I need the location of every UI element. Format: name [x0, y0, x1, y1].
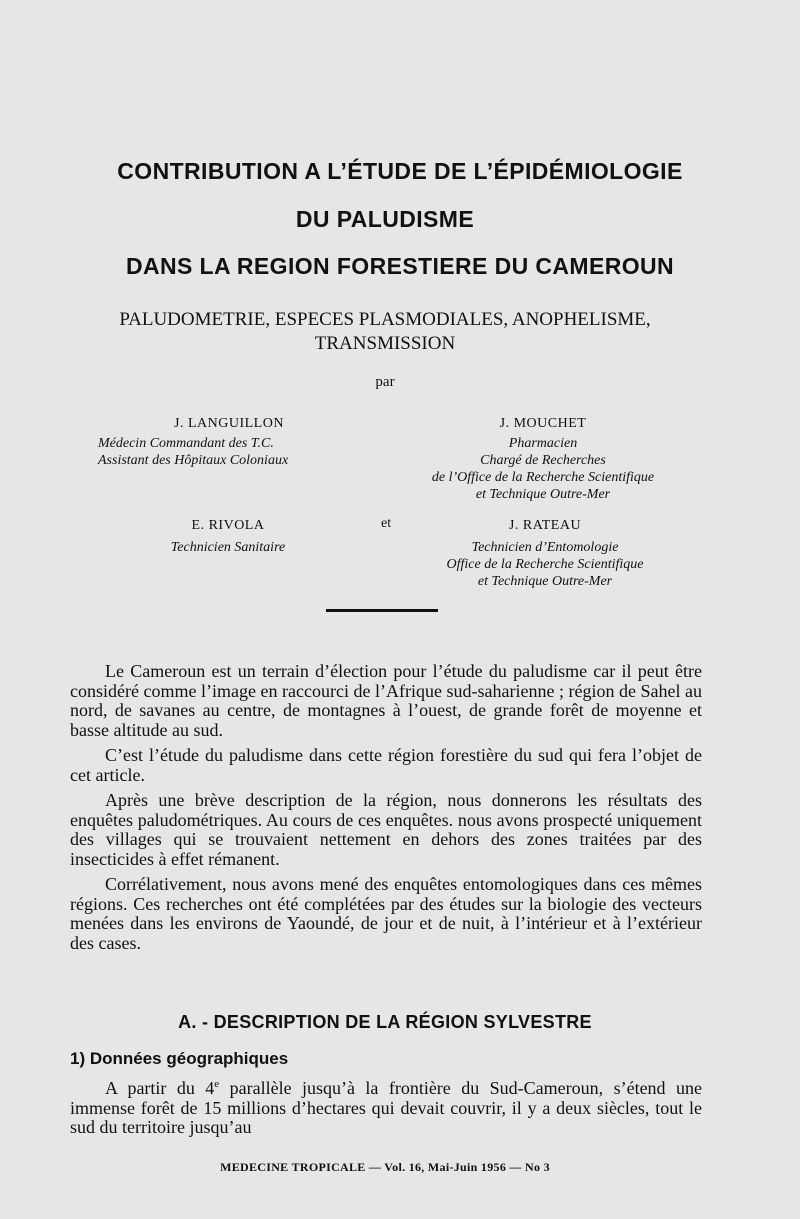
author-name: J. MOUCHET [499, 416, 587, 431]
title-line-1: CONTRIBUTION A L’ÉTUDE DE L’ÉPIDÉMIOLOGIE [117, 158, 683, 184]
journal-footer: MEDECINE TROPICALE — Vol. 16, Mai-Juin 1956 — No 3 [220, 1160, 550, 1174]
paragraph: C’est l’étude du paludisme dans cette région forestière du sud qui fera l’objet de cet article. [70, 745, 702, 785]
paragraph: Corrélativement, nous avons mené des enquêtes entomologiques dans ces mêmes régions. Ces recherches ont été complétées par des études sur la biologie des vecteurs menées dans les environs de Yaoundé, de jour et de nuit, à l’intérieur et à l’extérieur des cases. [70, 874, 702, 953]
author-rateau [400, 517, 690, 590]
author-role: Technicien d’Entomologie [471, 540, 619, 555]
text-run: parallèle jusqu’à la frontière du Sud-Cameroun, s’étend une immense forêt de 15 millions d’hectares qui devait couvrir, il y a deux siècles, tout le sud du territoire jusqu’au [70, 1078, 702, 1137]
subtitle-line-1: PALUDOMETRIE, ESPECES PLASMODIALES, ANOPHELISME, [119, 309, 651, 330]
author-role: Technicien Sanitaire [170, 540, 286, 555]
author-role: Assistant des Hôpitaux Coloniaux [98, 453, 289, 468]
author-role: et Technique Outre-Mer [477, 574, 613, 589]
author-role: et Technique Outre-Mer [475, 487, 611, 502]
paragraph: Après une brève description de la région, nous donnerons les résultats des enquêtes paludométriques. Au cours de ces enquêtes. nous avons prospecté uniquement des villages qui se trouvaient nettement en dehors des zones traitées par des insecticides à effet rémanent. [70, 790, 702, 869]
author-role: de l’Office de la Recherche Scientifique [431, 470, 655, 485]
author-name: E. RIVOLA [191, 518, 265, 533]
section-body [70, 1079, 702, 1144]
text-run: A partir du 4 [105, 1078, 215, 1098]
author-role: Chargé de Recherches [480, 453, 606, 468]
author-name: J. RATEAU [508, 518, 582, 533]
subtitle-line-2: TRANSMISSION [314, 333, 456, 354]
subsection-heading: 1) Données géographiques [70, 1049, 289, 1068]
intro-body [70, 662, 702, 959]
author-rivola [148, 517, 308, 556]
author-mouchet [397, 415, 689, 503]
separator-rule [326, 609, 438, 612]
author-role: Office de la Recherche Scientifique [446, 557, 644, 572]
author-languillon [98, 415, 360, 469]
par-label: par [375, 374, 395, 390]
section-heading: A. - DESCRIPTION DE LA RÉGION SYLVESTRE [178, 1012, 592, 1032]
author-role: Médecin Commandant des T.C. [98, 436, 274, 451]
paragraph [70, 1079, 702, 1138]
superscript: e [214, 1078, 220, 1090]
title-line-2: DU PALUDISME [295, 206, 475, 232]
title-line-3: DANS LA REGION FORESTIERE DU CAMEROUN [125, 253, 675, 279]
author-name: J. LANGUILLON [174, 416, 284, 431]
author-role: Pharmacien [508, 436, 578, 451]
et-conjunction: et [381, 516, 392, 531]
paragraph: Le Cameroun est un terrain d’élection pour l’étude du paludisme car il peut être considéré comme l’image en raccourci de l’Afrique sud-saharienne ; région de Sahel au nord, de savanes au centre, de montagnes à l’ouest, de grande forêt de moyenne et basse altitude au sud. [70, 661, 702, 740]
